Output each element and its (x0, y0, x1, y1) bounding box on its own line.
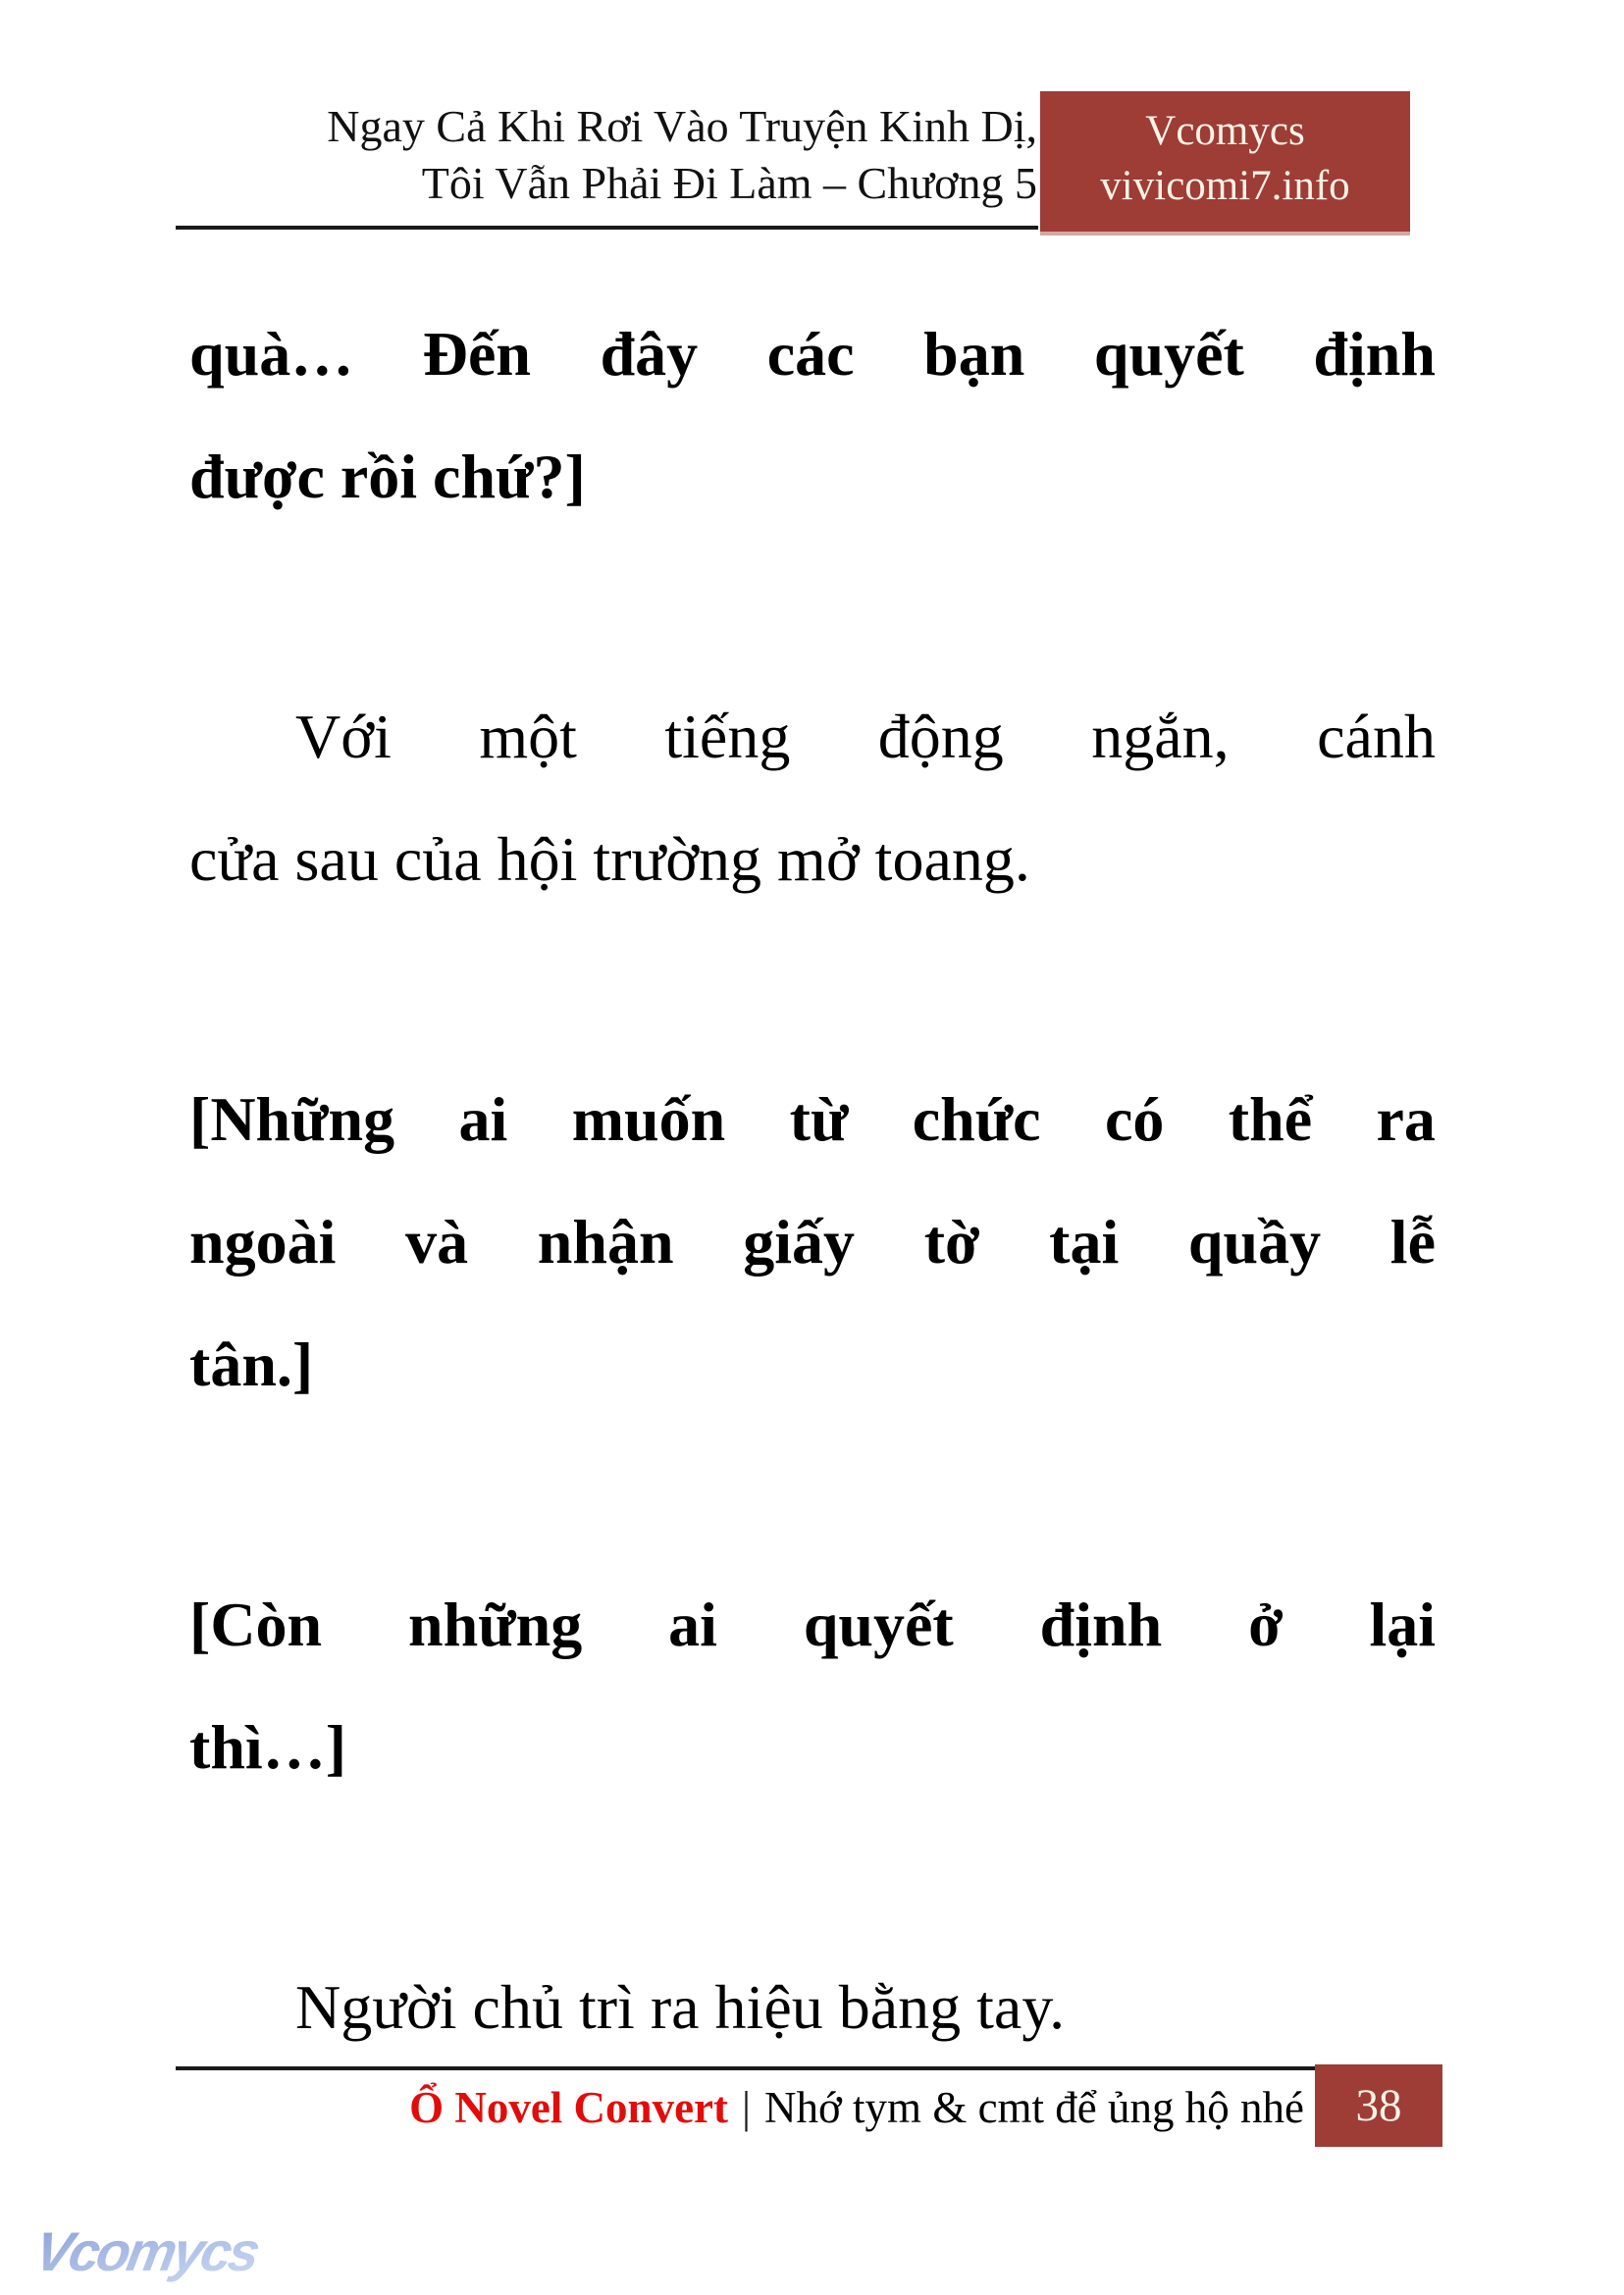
paragraph-line: cửa sau của hội trường mở toang. (189, 824, 1030, 894)
paragraph-line: [Những ai muốn từ chức có thể ra (189, 1084, 1436, 1154)
site-badge-url: vivicomi7.info (1100, 163, 1350, 209)
footer-text (176, 2078, 1304, 2137)
header-divider (176, 226, 1038, 230)
paragraph-line: thì…] (189, 1712, 346, 1782)
watermark-text: Vcomycs (30, 2220, 263, 2282)
vcomycs-watermark-logo (20, 2200, 275, 2295)
paragraph-line: Với một tiếng động ngắn, cánh (295, 702, 1436, 771)
site-badge (1040, 91, 1410, 232)
chapter-title (327, 98, 1037, 212)
paragraph-line: Người chủ trì ra hiệu bằng tay. (295, 1972, 1066, 2042)
paragraph-line: được rồi chứ?] (189, 442, 586, 511)
paragraph-line: quà… Đến đây các bạn quyết định (189, 319, 1436, 389)
footer-brand: Ổ Novel Convert (409, 2083, 728, 2132)
paragraph-line: tân.] (189, 1330, 314, 1399)
paragraph (189, 1563, 1436, 1808)
footer-note: Nhớ tym & cmt để ủng hộ nhé (764, 2083, 1304, 2132)
paragraph (189, 675, 1436, 920)
site-badge-name: Vcomycs (1145, 108, 1305, 154)
paragraph (189, 292, 1436, 538)
body-text (189, 292, 1436, 2206)
paragraph-line: ngoài và nhận giấy tờ tại quầy lễ (189, 1207, 1436, 1277)
page-number-badge (1315, 2064, 1442, 2147)
footer-divider (176, 2066, 1442, 2070)
paragraph (189, 1058, 1436, 1426)
footer-separator: | (742, 2083, 752, 2132)
paragraph-line: [Còn những ai quyết định ở lại (189, 1590, 1436, 1659)
chapter-title-line2: Tôi Vẫn Phải Đi Làm – Chương 5 (421, 158, 1037, 208)
chapter-title-line1: Ngay Cả Khi Rơi Vào Truyện Kinh Dị, (327, 101, 1037, 151)
paragraph (189, 1946, 1436, 2068)
page-number: 38 (1355, 2080, 1402, 2131)
